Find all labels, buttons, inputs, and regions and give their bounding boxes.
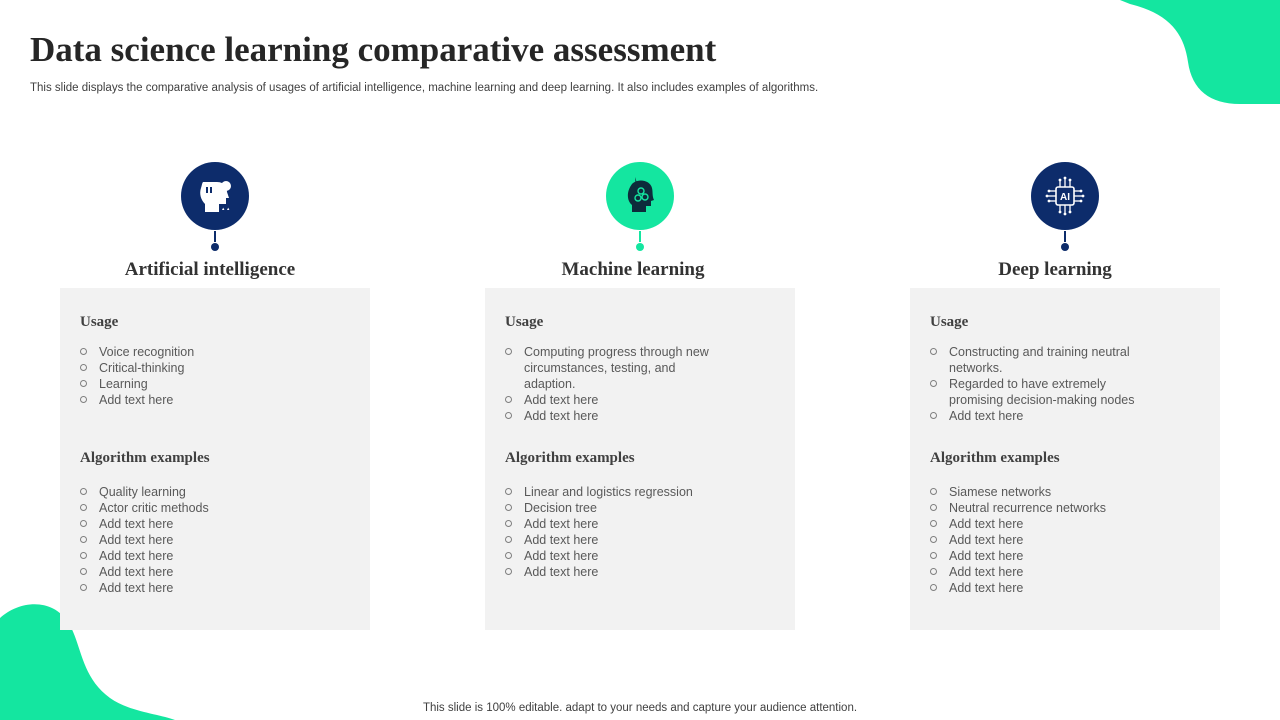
list-item (80, 532, 350, 548)
algorithm-heading: Algorithm examples (930, 450, 1060, 466)
list-item (930, 484, 1200, 500)
bullet-icon (80, 380, 87, 387)
content-card (60, 288, 370, 630)
list-item (80, 580, 350, 596)
bullet-icon (80, 348, 87, 355)
algorithm-list (930, 484, 1200, 596)
list-item (80, 376, 350, 392)
list-item-text: Add text here (99, 549, 174, 563)
list-item-text: Add text here (99, 533, 174, 547)
list-item (930, 500, 1200, 516)
list-item-text: Add text here (524, 565, 599, 579)
algorithm-list (80, 484, 350, 596)
list-item (930, 532, 1200, 548)
list-item-text: Add text here (524, 393, 599, 407)
connector-stem (214, 231, 216, 242)
bullet-icon (930, 380, 937, 387)
connector-dot (1061, 243, 1069, 251)
column-machine-learning (485, 162, 795, 632)
list-item-text: Linear and logistics regression (524, 485, 693, 499)
list-item (505, 392, 715, 408)
list-item (505, 484, 775, 500)
bullet-icon (80, 568, 87, 575)
list-item (505, 564, 775, 580)
list-item-text: Neutral recurrence networks (949, 501, 1107, 515)
list-item-text: Add text here (524, 409, 599, 423)
bullet-icon (930, 412, 937, 419)
bullet-icon (80, 364, 87, 371)
list-item (505, 548, 775, 564)
list-item-text: Constructing and training neutral networks. (949, 345, 1130, 375)
list-item (505, 532, 775, 548)
bullet-icon (80, 488, 87, 495)
list-item-text: Learning (99, 377, 148, 391)
list-item (930, 408, 1160, 424)
bullet-icon (505, 488, 512, 495)
slide-title: Data science learning comparative assessment (30, 30, 717, 69)
bullet-icon (505, 412, 512, 419)
connector-stem (639, 231, 641, 242)
list-item-text: Add text here (949, 549, 1024, 563)
bullet-icon (505, 520, 512, 527)
bullet-icon (930, 348, 937, 355)
bullet-icon (930, 552, 937, 559)
algorithm-heading: Algorithm examples (505, 450, 635, 466)
connector-dot (636, 243, 644, 251)
list-item-text: Add text here (949, 409, 1024, 423)
usage-list (930, 344, 1160, 424)
list-item (930, 564, 1200, 580)
list-item (80, 548, 350, 564)
ai-chip-icon (1031, 162, 1099, 230)
algorithm-list (505, 484, 775, 580)
list-item-text: Add text here (99, 565, 174, 579)
connector-stem (1064, 231, 1066, 242)
algorithm-heading: Algorithm examples (80, 450, 210, 466)
usage-list (505, 344, 715, 424)
list-item-text: Decision tree (524, 501, 597, 515)
column-artificial-intelligence (60, 162, 370, 632)
column-title: Machine learning (561, 259, 705, 280)
usage-heading: Usage (505, 314, 544, 330)
column-title: Artificial intelligence (124, 259, 296, 280)
bullet-icon (505, 396, 512, 403)
bullet-icon (80, 584, 87, 591)
list-item-text: Computing progress through new circumstances, testing, and adaption. (524, 345, 709, 391)
bullet-icon (505, 552, 512, 559)
list-item (505, 408, 715, 424)
bullet-icon (930, 584, 937, 591)
list-item-text: Siamese networks (949, 485, 1052, 499)
bullet-icon (505, 536, 512, 543)
list-item (930, 548, 1200, 564)
bullet-icon (80, 504, 87, 511)
bullet-icon (80, 536, 87, 543)
list-item-text: Voice recognition (99, 345, 195, 359)
bullet-icon (930, 488, 937, 495)
list-item-text: Add text here (524, 549, 599, 563)
usage-list (80, 344, 350, 408)
slide-footer: This slide is 100% editable. adapt to your needs and capture your audience attention. (422, 702, 858, 714)
list-item-text: Add text here (949, 581, 1024, 595)
slide-subtitle: This slide displays the comparative analysis of usages of artificial intelligence, machine learning and deep learning. It also includes examples of algorithms. (30, 82, 819, 94)
list-item (930, 376, 1160, 408)
list-item (80, 392, 350, 408)
connector-dot (211, 243, 219, 251)
list-item (80, 484, 350, 500)
list-item-text: Quality learning (99, 485, 186, 499)
content-card (485, 288, 795, 630)
list-item (505, 516, 775, 532)
list-item-text: Add text here (99, 393, 174, 407)
column-title: Deep learning (998, 259, 1112, 280)
list-item (80, 344, 350, 360)
list-item-text: Add text here (99, 517, 174, 531)
ai-head-icon (181, 162, 249, 230)
list-item-text: Actor critic methods (99, 501, 209, 515)
bullet-icon (505, 568, 512, 575)
list-item-text: Add text here (524, 517, 599, 531)
bullet-icon (930, 520, 937, 527)
chip-label: AI (1060, 192, 1070, 203)
bullet-icon (505, 504, 512, 511)
list-item-text: Add text here (949, 565, 1024, 579)
list-item (505, 344, 715, 392)
list-item-text: Add text here (949, 517, 1024, 531)
list-item-text: Regarded to have extremely promising decision-making nodes (949, 377, 1135, 407)
content-card (910, 288, 1220, 630)
list-item (80, 500, 350, 516)
list-item-text: Add text here (99, 581, 174, 595)
list-item-text: Add text here (949, 533, 1024, 547)
machine-learning-head-icon (606, 162, 674, 230)
corner-blob-top-right (1120, 0, 1280, 104)
usage-heading: Usage (80, 314, 119, 330)
list-item (930, 580, 1200, 596)
list-item (505, 500, 775, 516)
bullet-icon (80, 520, 87, 527)
list-item (80, 564, 350, 580)
list-item (930, 516, 1200, 532)
list-item-text: Add text here (524, 533, 599, 547)
bullet-icon (80, 552, 87, 559)
bullet-icon (930, 536, 937, 543)
usage-heading: Usage (930, 314, 969, 330)
list-item (930, 344, 1160, 376)
list-item-text: Critical-thinking (99, 361, 185, 375)
bullet-icon (930, 504, 937, 511)
bullet-icon (80, 396, 87, 403)
list-item (80, 360, 350, 376)
list-item (80, 516, 350, 532)
bullet-icon (930, 568, 937, 575)
column-deep-learning (910, 162, 1220, 632)
bullet-icon (505, 348, 512, 355)
